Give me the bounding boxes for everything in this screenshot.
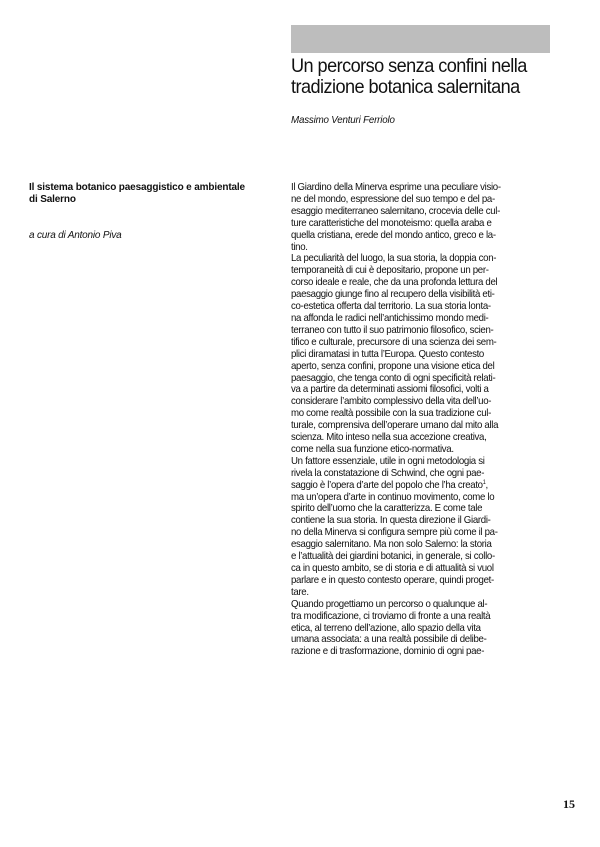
body-line-text: va a partire da determinati assiomi filosofici, volti a — [291, 383, 489, 396]
body-line-text: mo come realtà possibile con la sua tradizione cul- — [291, 407, 491, 420]
article-author: Massimo Venturi Ferriolo — [291, 114, 395, 126]
body-line — [291, 230, 549, 242]
body-line-text: La peculiarità del luogo, la sua storia, la doppia con- — [291, 252, 497, 265]
body-line-text: ne del mondo, espressione del suo tempo e del pa- — [291, 192, 495, 205]
article-body — [291, 182, 549, 658]
header-grey-bar — [291, 25, 550, 53]
body-line-text: spirito dell’uomo che la caratterizza. E come tale — [291, 502, 483, 515]
body-line — [291, 575, 549, 587]
body-line-text: ture caratteristiche del monoteismo: quella araba e — [291, 216, 492, 229]
body-line-text: no della Minerva si configura sempre più come il pa- — [291, 526, 498, 539]
body-line-text: razione e di trasformazione, dominio di ogni pae- — [291, 645, 485, 658]
body-line-text: plici diramatasi in tutta l’Europa. Questo contesto — [291, 347, 484, 360]
body-line-text: come nella sua funzione etico-normativa. — [291, 442, 454, 455]
section-editor: a cura di Antonio Piva — [29, 230, 122, 241]
body-line-text: Il Giardino della Minerva esprime una peculiare visio- — [291, 181, 501, 193]
body-line-text: Un fattore essenziale, utile in ogni metodologia si — [291, 454, 485, 467]
body-line-text: paesaggio giunge fino al recupero della visibilità eti- — [291, 288, 495, 301]
body-line — [291, 646, 549, 658]
body-line-text: ma un’opera d’arte in continuo movimento, come lo — [291, 490, 495, 503]
body-line-text: turale, comprensiva dell’operare umano dal mito alla — [291, 419, 499, 432]
body-line-text: tare. — [291, 585, 309, 598]
section-title-line: Il sistema botanico paesaggistico e ambientale — [29, 182, 245, 193]
body-line-text: paesaggio, che tenga conto di ogni specificità relati- — [291, 371, 496, 384]
body-line-text: esaggio mediterraneo salernitano, crocevia delle cul- — [291, 204, 500, 217]
body-line-text: tifico e culturale, precursore di una scienza dei sem- — [291, 335, 497, 348]
body-line-text: Quando progettiamo un percorso o qualunque al- — [291, 597, 488, 610]
page-number: 15 — [563, 797, 575, 811]
body-line-text: e l’attualità dei giardini botanici, in generale, si collo- — [291, 550, 495, 563]
body-line-text: terraneo con tutto il suo patrimonio filosofico, scien- — [291, 323, 494, 336]
body-line-text: temporaneità di cui è depositario, propone un per- — [291, 264, 489, 277]
body-line-text: tino. — [291, 240, 308, 253]
body-line-text: umana associata: a una realtà possibile di delibe- — [291, 633, 487, 646]
body-line-text: parlare e in questo contesto operare, quindi proget- — [291, 573, 494, 586]
title-line: tradizione botanica salernitana — [291, 76, 520, 98]
body-line-text: scienza. Mito inteso nella sua accezione creativa, — [291, 431, 487, 444]
body-line-text: considerare l’ambito complessivo della vita dell’uo- — [291, 395, 492, 408]
article-title — [291, 56, 542, 98]
body-line-text: quella cristiana, erede del mondo antico, greco e la- — [291, 228, 496, 241]
body-line-text: tra modificazione, ci troviamo di fronte a una realtà — [291, 609, 491, 622]
body-line-text: corso ideale e reale, che da una profonda lettura del — [291, 276, 498, 289]
body-line-text: etica, al terreno dell’azione, allo spazio della vita — [291, 621, 481, 634]
body-line-text: contiene la sua storia. In questa direzione il Giardi- — [291, 514, 491, 527]
body-line-text: rivela la constatazione di Schwind, che ogni pae- — [291, 466, 485, 479]
body-line-text: na affonda le radici nell’antichissimo mondo medi- — [291, 311, 489, 324]
body-line-text: esaggio salernitano. Ma non solo Salerno: la storia — [291, 538, 492, 551]
body-line-text: ca in questo ambito, se di storia e di attualità si vuol — [291, 562, 494, 574]
footnote-suffix: , — [485, 478, 488, 491]
body-line-text: co-estetica offerta dal territorio. La sua storia lonta- — [291, 300, 491, 313]
body-line-text: aperto, senza confini, propone una visione etica del — [291, 359, 495, 372]
section-title — [29, 182, 279, 206]
section-title-line: di Salerno — [29, 194, 76, 205]
title-line: Un percorso senza confini nella — [291, 55, 527, 77]
body-line-text: saggio è l’opera d’arte del popolo che l’ha creato — [291, 478, 483, 491]
footnote-marker: 1 — [482, 479, 486, 486]
